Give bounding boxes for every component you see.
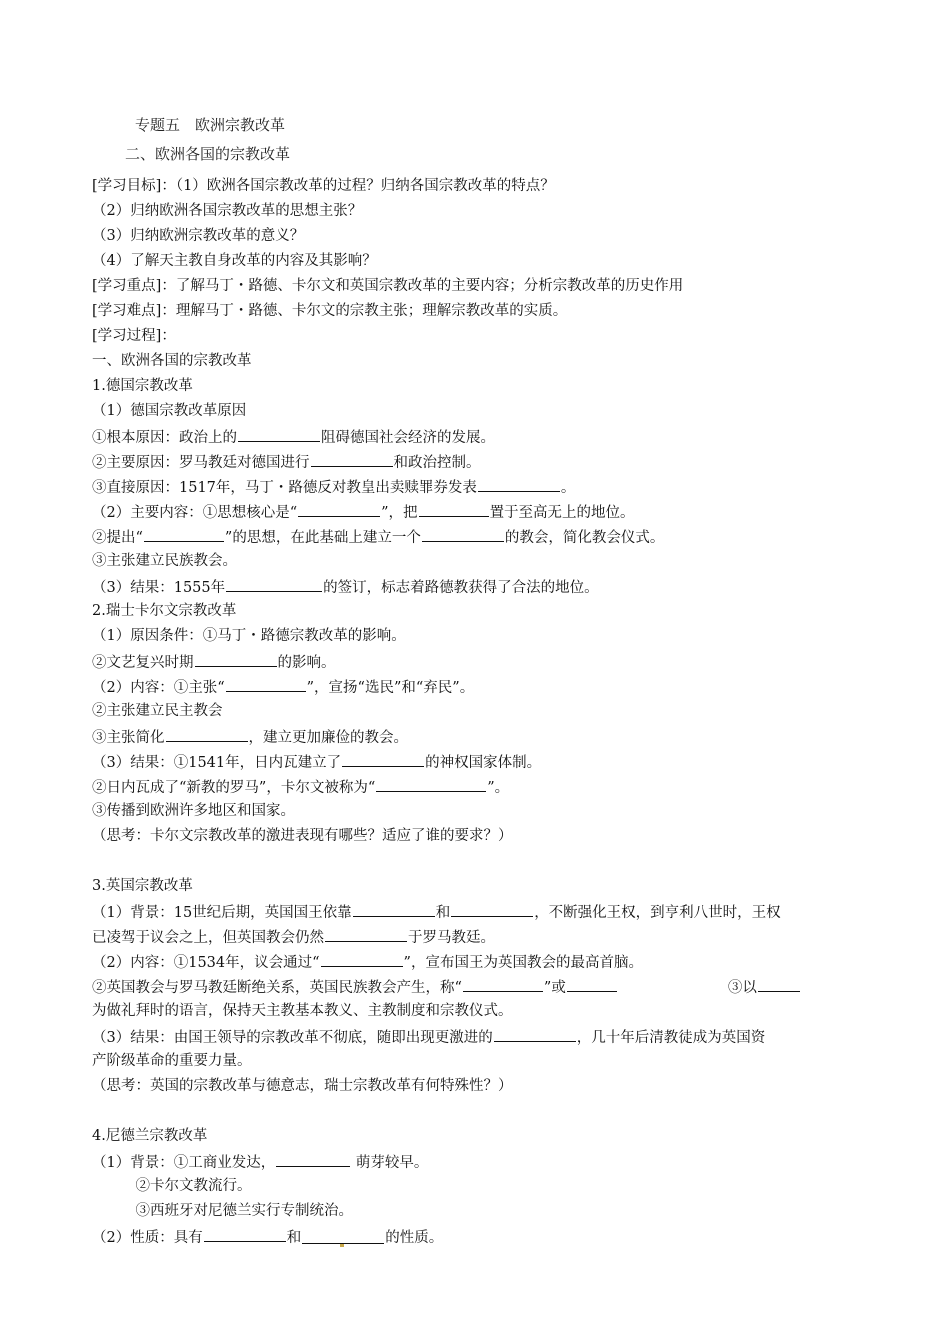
fill-in-blank[interactable] — [238, 426, 320, 442]
line-text: ③直接原因：1517年，马丁・路德反对教皇出卖赎罪券发表 — [92, 480, 477, 496]
line-text: ”，宣布国王为英国教会的最高首脑。 — [403, 955, 643, 971]
line-text: 4.尼德兰宗教改革 — [92, 1128, 208, 1144]
line-text: ②日内瓦成了“新教的罗马”，卡尔文被称为“ — [92, 780, 376, 796]
line-text: ，建立更加廉俭的教会。 — [248, 730, 408, 746]
worksheet-line — [92, 751, 541, 773]
worksheet-line — [92, 526, 664, 548]
line-text: 置于至高无上的地位。 — [489, 505, 635, 521]
line-text: 阻碍德国社会经济的发展。 — [321, 430, 495, 446]
worksheet-line — [92, 976, 801, 998]
line-text: （1）背景：①工商业发达， — [92, 1155, 276, 1171]
worksheet-line — [92, 876, 193, 896]
worksheet-line — [92, 276, 683, 296]
line-text: [学习难点]：理解马丁・路德、卡尔文的宗教主张；理解宗教改革的实质。 — [92, 303, 568, 319]
worksheet-line — [92, 951, 643, 973]
line-text: ①根本原因：政治上的 — [92, 430, 237, 446]
worksheet-line — [92, 651, 336, 673]
worksheet-line — [92, 1001, 513, 1021]
worksheet-line — [92, 826, 513, 846]
line-text: ，几十年后清教徒成为英国资 — [576, 1030, 766, 1046]
fill-in-blank[interactable] — [494, 1026, 576, 1042]
worksheet-line — [92, 501, 635, 523]
topic-title: 专题五 欧洲宗教改革 — [135, 116, 286, 134]
worksheet-line — [92, 626, 406, 646]
fill-in-blank[interactable] — [451, 901, 533, 917]
worksheet-line — [92, 1126, 207, 1146]
line-text: 萌芽较早。 — [351, 1155, 429, 1171]
line-text: 。 — [560, 480, 576, 496]
fill-in-blank[interactable] — [567, 976, 617, 992]
line-text: 和 — [286, 1230, 302, 1246]
line-text: （3）归纳欧洲宗教改革的意义？ — [92, 228, 305, 244]
fill-in-blank[interactable] — [166, 726, 248, 742]
line-text: ”，把 — [381, 505, 418, 521]
line-text: ②卡尔文教流行。 — [92, 1178, 252, 1194]
fill-in-blank[interactable] — [144, 526, 224, 542]
line-text: 的影响。 — [277, 655, 336, 671]
line-text: ②主要原因：罗马教廷对德国进行 — [92, 455, 310, 471]
worksheet-line — [92, 926, 495, 948]
fill-in-blank[interactable] — [298, 501, 380, 517]
fill-in-blank[interactable] — [758, 976, 800, 992]
worksheet-line — [92, 1076, 513, 1096]
fill-in-blank[interactable] — [311, 451, 393, 467]
line-text: 的神权国家体制。 — [425, 755, 542, 771]
line-text: （3）结果：由国王领导的宗教改革不彻底，随即出现更激进的 — [92, 1030, 493, 1046]
worksheet-line — [92, 776, 509, 798]
worksheet-line — [92, 1201, 353, 1221]
line-text: ③西班牙对尼德兰实行专制统治。 — [92, 1203, 353, 1219]
worksheet-line — [92, 701, 223, 721]
line-text: （2）内容：①主张“ — [92, 680, 225, 696]
line-text: 为做礼拜时的语言，保持天主教基本教义、主教制度和宗教仪式。 — [92, 1003, 513, 1019]
line-text: （2）性质：具有 — [92, 1230, 203, 1246]
line-text: （1）背景：15世纪后期，英国国王依靠 — [92, 905, 352, 921]
line-text: [学习目标]：（1）欧洲各国宗教改革的过程？归纳各国宗教改革的特点？ — [92, 178, 555, 194]
fill-in-blank[interactable] — [422, 526, 504, 542]
line-text: ②文艺复兴时期 — [92, 655, 194, 671]
line-text: ”或 — [543, 980, 566, 996]
worksheet-line — [92, 676, 474, 698]
ink-mark — [340, 1244, 344, 1247]
worksheet-line — [92, 901, 781, 923]
line-text: ②英国教会与罗马教廷断绝关系，英国民族教会产生，称“ — [92, 980, 462, 996]
line-text: 的性质。 — [385, 1230, 444, 1246]
worksheet-line — [92, 476, 575, 498]
fill-in-blank[interactable] — [376, 776, 486, 792]
worksheet-line — [92, 401, 246, 421]
worksheet-line — [92, 551, 237, 571]
line-text: ②主张建立民主教会 — [92, 703, 223, 719]
worksheet-line — [92, 726, 408, 748]
worksheet-line — [92, 251, 377, 271]
line-text: 产阶级革命的重要力量。 — [92, 1053, 252, 1069]
line-text: （3）结果：①1541年，日内瓦建立了 — [92, 755, 342, 771]
fill-in-blank[interactable] — [325, 926, 407, 942]
line-text: （2）主要内容：①思想核心是“ — [92, 505, 298, 521]
line-text: （3）结果：1555年 — [92, 580, 226, 596]
line-text: 3.英国宗教改革 — [92, 878, 193, 894]
fill-in-blank[interactable] — [302, 1228, 384, 1244]
worksheet-line — [92, 451, 481, 473]
fill-in-blank[interactable] — [195, 651, 277, 667]
line-text: 的签订，标志着路德教获得了合法的地位。 — [323, 580, 599, 596]
worksheet-line — [92, 576, 599, 598]
worksheet-line — [92, 326, 176, 346]
fill-in-blank[interactable] — [463, 976, 543, 992]
line-text: ③主张简化 — [92, 730, 165, 746]
line-text: （2）归纳欧洲各国宗教改革的思想主张？ — [92, 203, 363, 219]
fill-in-blank[interactable] — [353, 901, 435, 917]
worksheet-line — [92, 1051, 252, 1071]
worksheet-line — [92, 1226, 443, 1248]
line-text: 和 — [435, 905, 451, 921]
worksheet-line — [92, 376, 193, 396]
worksheet-line — [92, 1026, 765, 1048]
worksheet-line — [92, 601, 236, 621]
line-text: ”的思想，在此基础上建立一个 — [224, 530, 421, 546]
line-text: 的教会，简化教会仪式。 — [504, 530, 665, 546]
worksheet-line — [92, 426, 495, 448]
worksheet-line — [92, 1176, 252, 1196]
worksheet-line — [92, 801, 295, 821]
fill-in-blank[interactable] — [226, 676, 306, 692]
line-text: （1）原因条件：①马丁・路德宗教改革的影响。 — [92, 628, 406, 644]
fill-in-blank[interactable] — [478, 476, 560, 492]
line-text: ，不断强化王权，到亨利八世时，王权 — [534, 905, 781, 921]
fill-in-blank[interactable] — [321, 951, 403, 967]
section-title: 二、欧洲各国的宗教改革 — [125, 145, 291, 163]
fill-in-blank[interactable] — [419, 501, 489, 517]
fill-in-blank[interactable] — [226, 576, 322, 592]
line-text: ”，宣扬“选民”和“弃民”。 — [306, 680, 475, 696]
line-text: ”。 — [487, 780, 510, 796]
line-text: 2.瑞士卡尔文宗教改革 — [92, 603, 237, 619]
worksheet-line — [92, 301, 567, 321]
line-text: （思考：卡尔文宗教改革的激进表现有哪些？适应了谁的要求？） — [92, 828, 513, 844]
line-text: ③传播到欧洲许多地区和国家。 — [92, 803, 295, 819]
fill-in-blank[interactable] — [276, 1151, 350, 1167]
line-text: 于罗马教廷。 — [408, 930, 495, 946]
line-text: （4）了解天主教自身改革的内容及其影响？ — [92, 253, 377, 269]
worksheet-line — [92, 176, 555, 196]
line-text: 一、欧洲各国的宗教改革 — [92, 353, 252, 369]
line-text: ③以 — [727, 980, 757, 996]
line-text: （2）内容：①1534年，议会通过“ — [92, 955, 320, 971]
line-text: ②提出“ — [92, 530, 143, 546]
worksheet-line — [92, 351, 252, 371]
line-text: ③主张建立民族教会。 — [92, 553, 237, 569]
line-text: 已凌驾于议会之上，但英国教会仍然 — [92, 930, 324, 946]
line-text: （1）德国宗教改革原因 — [92, 403, 247, 419]
line-text: 1.德国宗教改革 — [92, 378, 193, 394]
worksheet-line — [92, 1151, 428, 1173]
line-text: 和政治控制。 — [393, 455, 481, 471]
worksheet-line — [92, 201, 362, 221]
fill-in-blank[interactable] — [204, 1226, 286, 1242]
line-text: （思考：英国的宗教改革与德意志，瑞士宗教改革有何特殊性？） — [92, 1078, 513, 1094]
line-text: [学习过程]： — [92, 328, 176, 344]
line-text: [学习重点]：了解马丁・路德、卡尔文和英国宗教改革的主要内容；分析宗教改革的历史作用 — [92, 278, 684, 294]
fill-in-blank[interactable] — [342, 751, 424, 767]
worksheet-line — [92, 226, 304, 246]
